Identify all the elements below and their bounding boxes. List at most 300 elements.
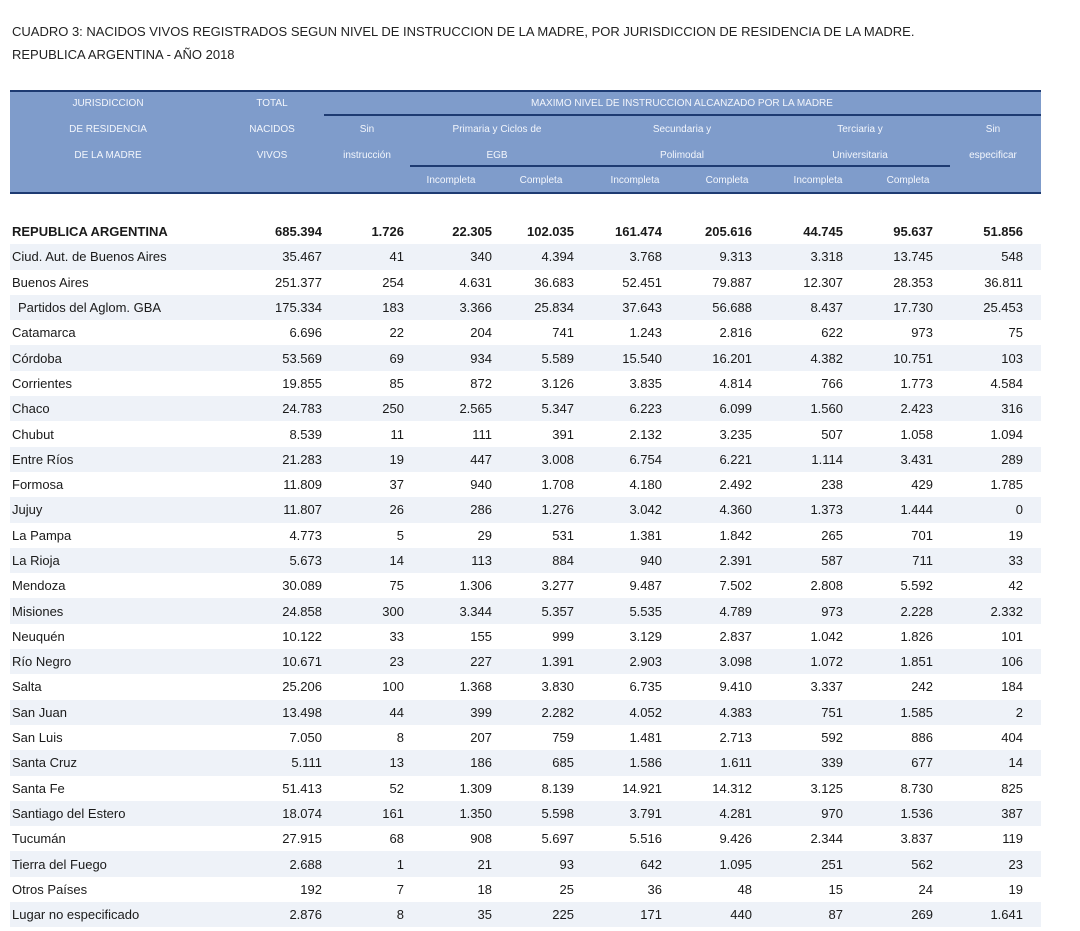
row-value: 69 xyxy=(389,350,404,366)
header-group-title: MAXIMO NIVEL DE INSTRUCCION ALCANZADO POR LA MADRE xyxy=(531,98,833,109)
row-value: 6.696 xyxy=(289,325,322,341)
row-value: 970 xyxy=(821,805,843,821)
row-value: 973 xyxy=(821,603,843,619)
row-value: 37 xyxy=(389,477,404,493)
row-value: 24.858 xyxy=(282,603,322,619)
row-value: 68 xyxy=(389,831,404,847)
row-value: 1.481 xyxy=(629,730,662,746)
row-jurisdiccion: La Pampa xyxy=(12,527,72,543)
row-value: 2.876 xyxy=(289,907,322,923)
row-value: 5.111 xyxy=(291,755,322,771)
table-row xyxy=(10,801,1041,826)
row-value: 192 xyxy=(300,881,322,897)
row-value: 24.783 xyxy=(282,401,322,417)
row-value: 5.535 xyxy=(629,603,662,619)
row-value: 52 xyxy=(389,780,404,796)
row-value: 106 xyxy=(1001,654,1023,670)
row-value: 23 xyxy=(389,654,404,670)
row-jurisdiccion: Partidos del Aglom. GBA xyxy=(18,300,162,316)
row-jurisdiccion: Entre Ríos xyxy=(12,451,74,467)
header-secundaria-2: Polimodal xyxy=(660,150,704,161)
table-row xyxy=(10,776,1041,801)
row-value: 1.095 xyxy=(719,856,752,872)
row-value: 1.058 xyxy=(900,426,933,442)
table-row xyxy=(10,851,1041,876)
row-value: 5.598 xyxy=(541,805,574,821)
table-body xyxy=(10,219,1041,927)
header-secundaria-1: Secundaria y xyxy=(652,124,712,135)
row-value: 4.360 xyxy=(719,502,752,518)
row-value: 6.735 xyxy=(629,679,662,695)
row-value: 75 xyxy=(1008,325,1023,341)
row-value: 12.307 xyxy=(803,274,843,290)
row-value: 973 xyxy=(911,325,933,341)
row-value: 4.052 xyxy=(629,704,662,720)
row-value: 155 xyxy=(470,628,492,644)
row-value: 766 xyxy=(821,375,843,391)
table-row xyxy=(10,902,1041,927)
table-row xyxy=(10,345,1041,370)
row-value: 592 xyxy=(821,730,843,746)
row-value: 399 xyxy=(470,704,492,720)
header-sin-especificar-1: Sin xyxy=(985,124,1001,135)
table-row-total xyxy=(10,219,1041,244)
header-total-1: TOTAL xyxy=(256,98,288,109)
row-value: 2.565 xyxy=(459,401,492,417)
row-value: 4.773 xyxy=(289,527,322,543)
row-value: 339 xyxy=(821,755,843,771)
row-value: 205.616 xyxy=(705,224,752,240)
row-value: 3.042 xyxy=(629,502,662,518)
table-row xyxy=(10,295,1041,320)
row-value: 6.099 xyxy=(719,401,752,417)
row-value: 3.791 xyxy=(629,805,662,821)
row-value: 2.282 xyxy=(541,704,574,720)
row-value: 1.560 xyxy=(810,401,843,417)
header-jurisdiccion-1: JURISDICCION xyxy=(72,98,144,109)
row-value: 4.383 xyxy=(719,704,752,720)
row-jurisdiccion: Salta xyxy=(12,679,42,695)
header-total-3: VIVOS xyxy=(256,150,288,161)
row-value: 8 xyxy=(396,730,404,746)
row-value: 53.569 xyxy=(282,350,322,366)
row-jurisdiccion: San Luis xyxy=(12,730,63,746)
row-value: 35 xyxy=(477,907,492,923)
row-value: 1.586 xyxy=(629,755,662,771)
row-value: 1.306 xyxy=(459,578,492,594)
row-value: 286 xyxy=(470,502,492,518)
row-value: 289 xyxy=(1001,451,1023,467)
row-value: 1.708 xyxy=(541,477,574,493)
row-value: 75 xyxy=(389,578,404,594)
row-jurisdiccion: Tierra del Fuego xyxy=(12,856,107,872)
header-sub-primaria-incompleta: Incompleta xyxy=(426,175,476,186)
row-value: 8.539 xyxy=(289,426,322,442)
row-value: 6.223 xyxy=(629,401,662,417)
row-value: 1.641 xyxy=(990,907,1023,923)
row-value: 934 xyxy=(470,350,492,366)
row-value: 3.098 xyxy=(719,654,752,670)
row-value: 340 xyxy=(470,249,492,265)
row-value: 7.050 xyxy=(289,730,322,746)
row-value: 1.851 xyxy=(900,654,933,670)
row-value: 404 xyxy=(1001,730,1023,746)
row-value: 5.516 xyxy=(629,831,662,847)
table-header xyxy=(10,90,1041,194)
row-jurisdiccion: Catamarca xyxy=(12,325,76,341)
row-value: 2 xyxy=(1015,704,1023,720)
row-value: 33 xyxy=(1008,553,1023,568)
row-value: 1.114 xyxy=(811,451,843,467)
row-value: 677 xyxy=(911,755,933,771)
row-value: 19 xyxy=(389,451,404,467)
row-value: 1.350 xyxy=(459,805,492,821)
row-value: 30.089 xyxy=(282,578,322,594)
row-value: 113 xyxy=(471,553,492,568)
row-value: 4.180 xyxy=(629,477,662,493)
row-value: 3.125 xyxy=(810,780,843,796)
row-value: 300 xyxy=(382,603,404,619)
row-jurisdiccion: Corrientes xyxy=(12,375,72,391)
row-value: 19 xyxy=(1008,881,1023,897)
row-value: 9.313 xyxy=(719,249,752,265)
row-value: 2.492 xyxy=(719,477,752,493)
row-value: 5.673 xyxy=(289,553,322,568)
row-value: 587 xyxy=(821,553,843,568)
row-value: 387 xyxy=(1001,805,1023,821)
row-value: 48 xyxy=(737,881,752,897)
row-value: 2.332 xyxy=(990,603,1023,619)
table-row xyxy=(10,497,1041,522)
header-jurisdiccion-2: DE RESIDENCIA xyxy=(69,124,147,135)
row-value: 14.921 xyxy=(622,780,662,796)
row-value: 0 xyxy=(1015,502,1023,518)
row-jurisdiccion: Jujuy xyxy=(12,502,43,518)
row-value: 1.444 xyxy=(900,502,933,518)
row-value: 11 xyxy=(390,426,404,442)
row-jurisdiccion: Neuquén xyxy=(12,628,65,644)
row-jurisdiccion: Lugar no especificado xyxy=(12,907,140,923)
table-row xyxy=(10,523,1041,548)
table-row xyxy=(10,598,1041,623)
row-jurisdiccion: Tucumán xyxy=(12,831,66,847)
row-value: 204 xyxy=(470,325,492,341)
header-group-divider xyxy=(324,114,1041,116)
row-jurisdiccion: Ciud. Aut. de Buenos Aires xyxy=(12,249,167,265)
row-value: 1.381 xyxy=(629,527,662,543)
row-value: 940 xyxy=(470,477,492,493)
table-row xyxy=(10,725,1041,750)
row-value: 95.637 xyxy=(893,224,933,240)
table-row xyxy=(10,244,1041,269)
header-sub-primaria-completa: Completa xyxy=(519,175,563,186)
row-value: 10.751 xyxy=(893,350,933,366)
row-value: 42 xyxy=(1008,578,1023,594)
row-value: 3.835 xyxy=(629,375,662,391)
row-value: 2.837 xyxy=(719,628,752,644)
table-title xyxy=(12,20,1072,66)
row-value: 9.426 xyxy=(719,831,752,847)
header-sub-secundaria-completa: Completa xyxy=(705,175,749,186)
header-terciaria-2: Universitaria xyxy=(832,150,888,161)
row-value: 908 xyxy=(470,831,492,847)
row-value: 44.745 xyxy=(803,224,843,240)
header-primaria-1: Primaria y Ciclos de xyxy=(452,124,542,135)
row-value: 251 xyxy=(821,856,843,872)
row-value: 2.816 xyxy=(719,325,752,341)
row-value: 23 xyxy=(1008,856,1023,872)
row-jurisdiccion: Formosa xyxy=(12,477,64,493)
table-row xyxy=(10,548,1041,573)
row-value: 13.745 xyxy=(893,249,933,265)
row-value: 2.228 xyxy=(900,603,933,619)
row-value: 759 xyxy=(552,730,574,746)
row-value: 5.592 xyxy=(900,578,933,594)
row-jurisdiccion: Chubut xyxy=(12,426,54,442)
row-value: 642 xyxy=(640,856,662,872)
row-value: 4.394 xyxy=(541,249,574,265)
row-value: 111 xyxy=(472,426,492,442)
row-value: 507 xyxy=(821,426,843,442)
row-value: 316 xyxy=(1001,401,1023,417)
row-value: 3.318 xyxy=(810,249,843,265)
header-sub-terciaria-completa: Completa xyxy=(886,175,930,186)
row-value: 2.391 xyxy=(719,553,752,568)
table-row xyxy=(10,826,1041,851)
row-value: 1.243 xyxy=(629,325,662,341)
row-value: 1.726 xyxy=(371,224,404,240)
row-value: 100 xyxy=(382,679,404,695)
table-row xyxy=(10,320,1041,345)
row-value: 101 xyxy=(1001,628,1023,644)
row-value: 265 xyxy=(821,527,843,543)
row-value: 391 xyxy=(552,426,574,442)
row-value: 3.431 xyxy=(900,451,933,467)
row-value: 1.072 xyxy=(810,654,843,670)
header-sin-especificar-2: especificar xyxy=(969,150,1017,161)
row-value: 6.221 xyxy=(719,451,752,467)
header-primaria-2: EGB xyxy=(486,150,508,161)
row-value: 1.826 xyxy=(900,628,933,644)
row-value: 41 xyxy=(389,249,404,265)
row-value: 884 xyxy=(552,553,574,568)
row-value: 562 xyxy=(911,856,933,872)
row-value: 447 xyxy=(470,451,492,467)
table-row xyxy=(10,750,1041,775)
row-jurisdiccion: La Rioja xyxy=(12,553,60,568)
row-value: 24 xyxy=(918,881,933,897)
row-value: 93 xyxy=(559,856,574,872)
row-value: 28.353 xyxy=(893,274,933,290)
row-value: 1.391 xyxy=(541,654,574,670)
header-sub-divider xyxy=(410,165,950,167)
row-value: 14 xyxy=(389,553,404,568)
row-value: 2.903 xyxy=(629,654,662,670)
row-value: 51.413 xyxy=(282,780,322,796)
row-value: 184 xyxy=(1001,679,1023,695)
row-value: 4.382 xyxy=(810,350,843,366)
row-jurisdiccion: Río Negro xyxy=(12,654,72,670)
table-row xyxy=(10,624,1041,649)
row-value: 25 xyxy=(559,881,574,897)
row-value: 940 xyxy=(640,553,662,568)
row-value: 429 xyxy=(911,477,933,493)
table-row xyxy=(10,649,1041,674)
row-value: 186 xyxy=(470,755,492,771)
row-value: 8.437 xyxy=(810,300,843,316)
row-value: 11.807 xyxy=(283,502,322,518)
row-value: 2.688 xyxy=(289,856,322,872)
row-value: 8 xyxy=(396,907,404,923)
row-value: 3.830 xyxy=(541,679,574,695)
row-value: 1.585 xyxy=(900,704,933,720)
row-value: 13 xyxy=(389,755,404,771)
row-value: 4.814 xyxy=(719,375,752,391)
row-value: 9.410 xyxy=(719,679,752,695)
row-value: 251.377 xyxy=(275,274,322,290)
row-value: 2.132 xyxy=(629,426,662,442)
row-value: 33 xyxy=(389,628,404,644)
title-line-1: CUADRO 3: NACIDOS VIVOS REGISTRADOS SEGUN NIVEL DE INSTRUCCION DE LA MADRE, POR JURISDICCION DE RESIDENCIA DE LA MADRE. xyxy=(12,24,915,39)
row-value: 254 xyxy=(382,274,404,290)
row-value: 3.337 xyxy=(810,679,843,695)
row-value: 227 xyxy=(470,654,492,670)
row-value: 3.129 xyxy=(629,628,662,644)
row-value: 22.305 xyxy=(452,224,492,240)
header-sin-instruccion-2: instrucción xyxy=(343,150,391,161)
row-value: 18.074 xyxy=(282,805,322,821)
row-value: 1.785 xyxy=(990,477,1023,493)
row-jurisdiccion: Buenos Aires xyxy=(12,274,89,290)
row-jurisdiccion: REPUBLICA ARGENTINA xyxy=(12,224,168,240)
row-value: 886 xyxy=(911,730,933,746)
row-value: 4.584 xyxy=(990,375,1023,391)
row-value: 2.344 xyxy=(810,831,843,847)
header-jurisdiccion-3: DE LA MADRE xyxy=(74,150,142,161)
row-value: 8.730 xyxy=(900,780,933,796)
row-value: 3.837 xyxy=(900,831,933,847)
row-value: 79.887 xyxy=(712,274,752,290)
row-value: 18 xyxy=(477,881,492,897)
row-value: 13.498 xyxy=(282,704,322,720)
row-value: 4.281 xyxy=(719,805,752,821)
row-value: 825 xyxy=(1001,780,1023,796)
header-sub-secundaria-incompleta: Incompleta xyxy=(610,175,660,186)
row-value: 17.730 xyxy=(893,300,933,316)
header-sub-terciaria-incompleta: Incompleta xyxy=(793,175,843,186)
row-value: 119 xyxy=(1002,831,1023,847)
header-total-2: NACIDOS xyxy=(249,124,295,135)
row-value: 250 xyxy=(382,401,404,417)
row-value: 1.842 xyxy=(719,527,752,543)
row-value: 44 xyxy=(389,704,404,720)
row-value: 238 xyxy=(821,477,843,493)
row-value: 36.683 xyxy=(534,274,574,290)
row-value: 14.312 xyxy=(712,780,752,796)
row-value: 7.502 xyxy=(719,578,752,594)
row-value: 999 xyxy=(552,628,574,644)
row-value: 3.344 xyxy=(459,603,492,619)
row-value: 1.773 xyxy=(900,375,933,391)
row-value: 103 xyxy=(1001,350,1023,366)
row-jurisdiccion: Misiones xyxy=(12,603,64,619)
row-value: 10.122 xyxy=(282,628,322,644)
table-row xyxy=(10,421,1041,446)
row-value: 7 xyxy=(396,881,404,897)
header-sin-instruccion-1: Sin xyxy=(359,124,375,135)
row-value: 269 xyxy=(911,907,933,923)
row-value: 5 xyxy=(396,527,404,543)
row-value: 21 xyxy=(477,856,492,872)
row-value: 16.201 xyxy=(712,350,752,366)
row-jurisdiccion: Chaco xyxy=(12,401,50,417)
row-value: 751 xyxy=(821,704,843,720)
row-value: 3.126 xyxy=(541,375,574,391)
row-value: 548 xyxy=(1001,249,1023,265)
row-value: 5.589 xyxy=(541,350,574,366)
header-terciaria-1: Terciaria y xyxy=(837,124,883,135)
table-row xyxy=(10,371,1041,396)
row-value: 15.540 xyxy=(622,350,662,366)
row-value: 27.915 xyxy=(282,831,322,847)
row-value: 11.809 xyxy=(283,477,322,493)
row-value: 15 xyxy=(828,881,843,897)
row-value: 1.368 xyxy=(459,679,492,695)
row-value: 2.808 xyxy=(810,578,843,594)
row-value: 3.008 xyxy=(541,451,574,467)
row-value: 1.611 xyxy=(720,755,752,771)
row-value: 3.235 xyxy=(719,426,752,442)
row-value: 225 xyxy=(552,907,574,923)
row-value: 5.347 xyxy=(541,401,574,417)
row-value: 741 xyxy=(552,325,574,341)
table-row xyxy=(10,877,1041,902)
row-value: 4.789 xyxy=(719,603,752,619)
row-value: 25.834 xyxy=(534,300,574,316)
row-value: 3.366 xyxy=(459,300,492,316)
row-jurisdiccion: Santa Fe xyxy=(12,780,65,796)
row-value: 8.139 xyxy=(541,780,574,796)
row-jurisdiccion: Otros Países xyxy=(12,881,88,897)
row-value: 5.357 xyxy=(541,603,574,619)
title-line-2: REPUBLICA ARGENTINA - AÑO 2018 xyxy=(12,47,235,62)
row-value: 19.855 xyxy=(282,375,322,391)
table-row xyxy=(10,396,1041,421)
row-value: 25.453 xyxy=(983,300,1023,316)
row-jurisdiccion: Santa Cruz xyxy=(12,755,78,771)
row-value: 29 xyxy=(477,527,492,543)
row-value: 440 xyxy=(730,907,752,923)
row-value: 171 xyxy=(640,907,662,923)
row-value: 242 xyxy=(911,679,933,695)
row-value: 161.474 xyxy=(615,224,662,240)
row-value: 87 xyxy=(828,907,843,923)
row-value: 1.042 xyxy=(810,628,843,644)
row-value: 22 xyxy=(389,325,404,341)
row-value: 701 xyxy=(911,527,933,543)
row-value: 25.206 xyxy=(282,679,322,695)
table-row xyxy=(10,700,1041,725)
table-row xyxy=(10,270,1041,295)
row-value: 2.423 xyxy=(900,401,933,417)
row-value: 36.811 xyxy=(984,274,1023,290)
row-value: 685.394 xyxy=(275,224,322,240)
row-value: 3.277 xyxy=(541,578,574,594)
row-jurisdiccion: Córdoba xyxy=(12,350,62,366)
row-value: 26 xyxy=(389,502,404,518)
row-value: 85 xyxy=(389,375,404,391)
row-value: 19 xyxy=(1008,527,1023,543)
